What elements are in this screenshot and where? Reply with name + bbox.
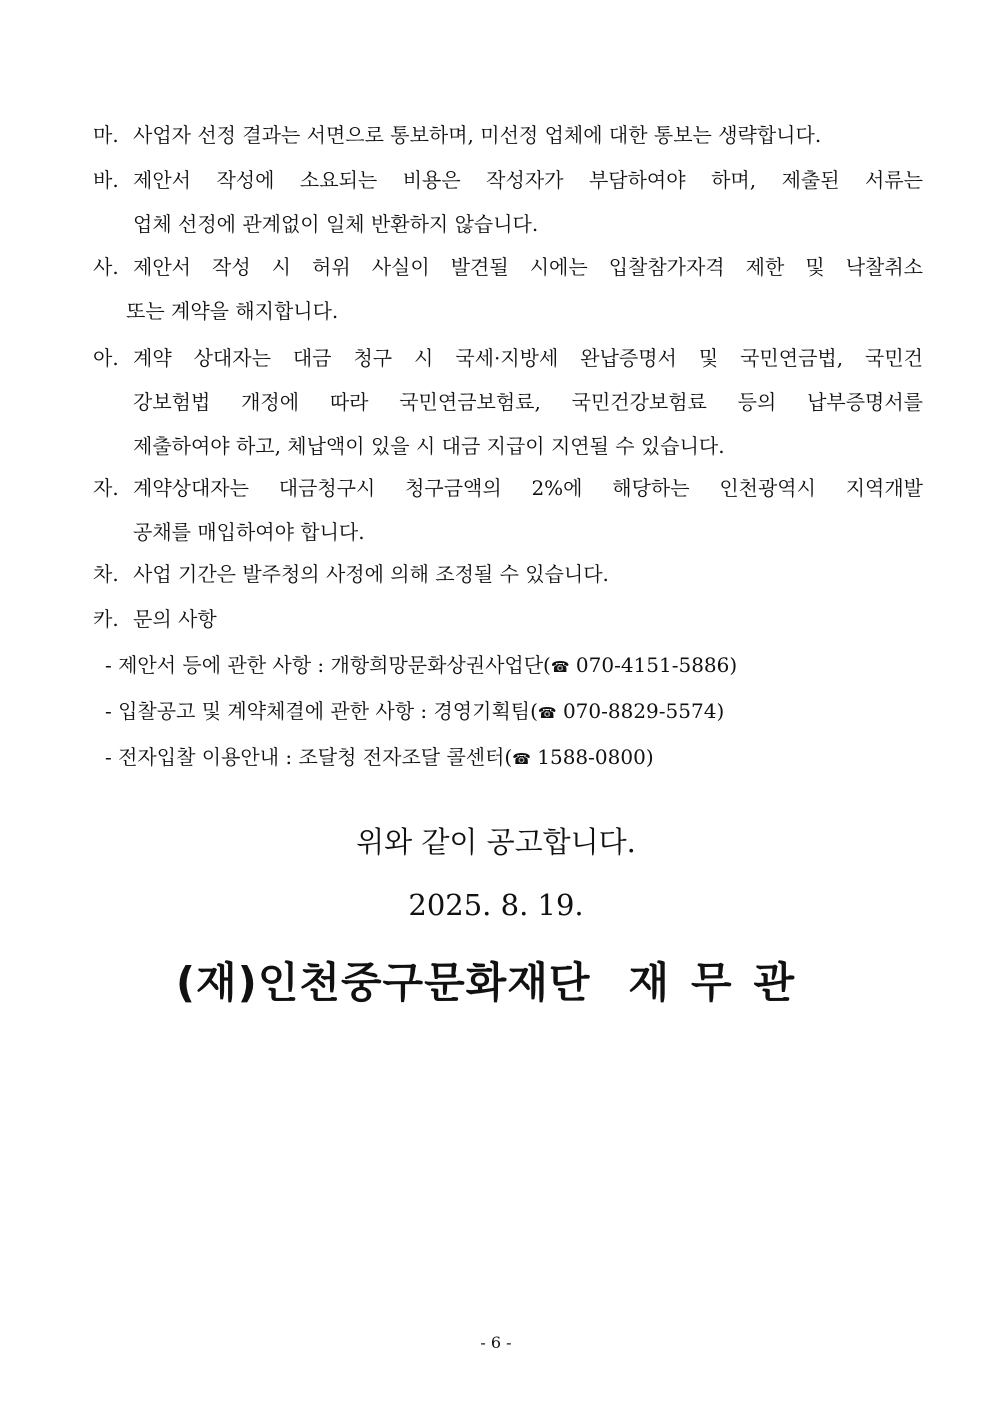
item-marker: 차.: [93, 562, 119, 586]
item-marker: 바.: [93, 168, 119, 192]
contact-phone: 1588-0800: [537, 745, 646, 769]
item-text-continued: 업체 선정에 관계없이 일체 반환하지 않습니다.: [133, 212, 539, 236]
notice-item-ba: [93, 158, 923, 246]
issuer-signature: [0, 950, 992, 1010]
contact-label: - 전자입찰 이용안내 : 조달청 전자조달 콜센터(: [105, 745, 513, 769]
item-text: 계약 상대자는 대금 청구 시 국세·지방세 완납증명서 및 국민연금법, 국민건: [133, 346, 923, 370]
notice-item-cha: [93, 552, 923, 596]
item-marker: 자.: [93, 476, 119, 500]
notice-item-ja: [93, 466, 923, 554]
contact-phone: 070-4151-5886: [575, 653, 730, 677]
item-marker: 마.: [93, 123, 119, 147]
item-marker: 카.: [93, 607, 119, 631]
phone-icon: ☎: [512, 750, 531, 768]
item-text-continued: 제출하여야 하고, 체납액이 있을 시 대금 지급이 지연될 수 있습니다.: [133, 434, 725, 458]
item-text-continued: 또는 계약을 해지합니다.: [126, 299, 339, 323]
item-marker: 아.: [93, 346, 119, 370]
item-text: 문의 사항: [133, 607, 217, 631]
contact-line-e-bidding: [105, 735, 654, 781]
contact-suffix: ): [729, 653, 738, 677]
item-text: 계약상대자는 대금청구시 청구금액의 2%에 해당하는 인천광역시 지역개발: [133, 476, 923, 500]
notice-date: 2025. 8. 19.: [408, 888, 584, 922]
issuer-organization: (재)인천중구문화재단: [175, 958, 591, 1007]
contact-line-bidding: [105, 689, 724, 735]
contact-label: - 제안서 등에 관한 사항 : 개항희망문화상권사업단(: [105, 653, 551, 677]
item-text: 제안서 작성 시 허위 사실이 발견될 시에는 입찰참가자격 제한 및 낙찰취소: [133, 255, 923, 279]
notice-item-ma: [93, 113, 923, 157]
phone-icon: ☎: [550, 658, 570, 676]
notice-item-a: [93, 336, 923, 468]
item-text: 사업 기간은 발주청의 사정에 의해 조정될 수 있습니다.: [133, 562, 609, 586]
closing-statement: 위와 같이 공고합니다.: [356, 825, 636, 859]
item-text: 사업자 선정 결과는 서면으로 통보하며, 미선정 업체에 대한 통보는 생략합니다.: [133, 123, 822, 147]
phone-icon: ☎: [537, 704, 557, 722]
contact-phone: 070-8829-5574: [562, 699, 717, 723]
contact-label: - 입찰공고 및 계약체결에 관한 사항 : 경영기획팀(: [105, 699, 538, 723]
contact-suffix: ): [716, 699, 725, 723]
item-text-continued: 공채를 매입하여야 합니다.: [133, 520, 365, 544]
page-number: - 6 -: [480, 1333, 512, 1352]
contact-line-proposal: [105, 643, 737, 689]
contact-suffix: ): [645, 745, 654, 769]
notice-item-ka: [93, 597, 923, 641]
item-text-continued: 강보험법 개정에 따라 국민연금보험료, 국민건강보험료 등의 납부증명서를: [133, 390, 923, 414]
issuer-title: 재무관: [628, 958, 817, 1007]
notice-item-sa: [93, 245, 923, 333]
item-marker: 사.: [93, 255, 119, 279]
item-text: 제안서 작성에 소요되는 비용은 작성자가 부담하여야 하며, 제출된 서류는: [133, 168, 923, 192]
